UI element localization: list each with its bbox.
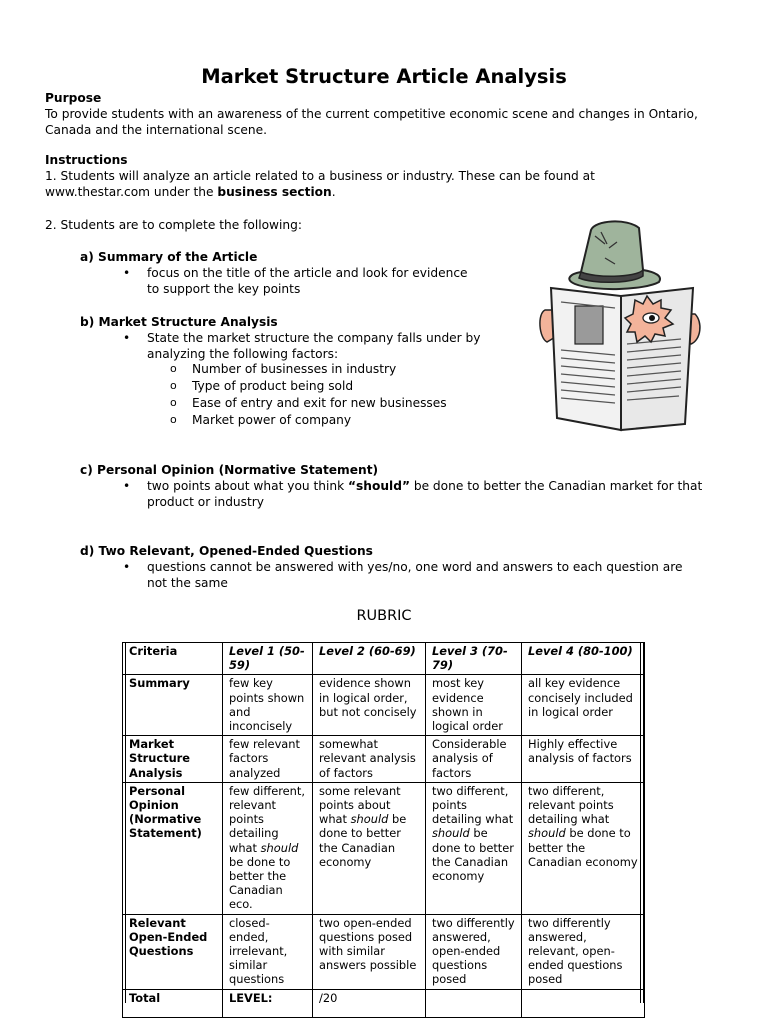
level-1-cell xyxy=(223,782,313,914)
instruction-step1-line1: 1. Students will analyze an article related to a business or industry. These can be found at xyxy=(45,169,595,183)
section-c-heading: c) Personal Opinion (Normative Statement) xyxy=(80,463,379,477)
level-2-cell: /20 xyxy=(313,989,426,1017)
table-row xyxy=(123,914,645,989)
criteria-cell: Personal Opinion (Normative Statement) xyxy=(123,782,223,914)
section-b-bullet-line1: State the market structure the company falls under by xyxy=(147,331,481,345)
cell-text: be done to better the Canadian economy xyxy=(319,812,407,869)
bullet-mark: • xyxy=(123,479,131,493)
level-4-cell xyxy=(522,782,645,914)
factor-text: Ease of entry and exit for new businesses xyxy=(192,396,447,410)
level-2-cell xyxy=(313,782,426,914)
sub-bullet-mark: o xyxy=(170,362,177,375)
factor-item xyxy=(170,378,354,394)
section-d-bullet-line2: not the same xyxy=(147,576,228,590)
section-a-bullet-line1: focus on the title of the article and look for evidence xyxy=(147,266,468,280)
level-4-cell: all key evidence concisely included in logical order xyxy=(522,675,645,736)
header-level-2: Level 2 (60-69) xyxy=(313,643,426,675)
instructions-heading: Instructions xyxy=(45,153,128,167)
cell-text: some relevant points about what xyxy=(319,783,401,827)
section-a-heading: a) Summary of the Article xyxy=(80,250,258,264)
criteria-cell: Summary xyxy=(123,675,223,736)
level-4-cell xyxy=(522,989,645,1017)
level-2-cell: evidence shown in logical order, but not concisely xyxy=(313,675,426,736)
should-italic: should xyxy=(260,840,299,855)
section-c-bullet xyxy=(123,478,703,510)
factor-text: Market power of company xyxy=(192,413,352,427)
level-3-cell: Considerable analysis of factors xyxy=(426,736,522,783)
section-b-bullet-line2: analyzing the following factors: xyxy=(147,347,339,361)
factor-text: Number of businesses in industry xyxy=(192,362,397,376)
rubric-header-row xyxy=(123,643,645,675)
factor-item xyxy=(170,395,447,411)
should-emphasis: “should” xyxy=(348,479,410,493)
section-b-bullet xyxy=(123,330,481,362)
factor-item xyxy=(170,412,352,428)
step1-suffix: . xyxy=(331,185,336,199)
section-a-bullet-line2: to support the key points xyxy=(147,282,301,296)
factor-text: Type of product being sold xyxy=(192,379,354,393)
cell-text: few different, relevant points detailing what xyxy=(229,783,305,855)
bullet-mark: • xyxy=(123,560,131,574)
purpose-heading: Purpose xyxy=(45,91,102,105)
purpose-text-line2: Canada and the international scene. xyxy=(45,123,268,137)
section-b-heading: b) Market Structure Analysis xyxy=(80,315,278,329)
newspaper-reader-illustration xyxy=(535,218,705,436)
cell-text: be done to better the Canadian eco. xyxy=(229,854,291,912)
table-row xyxy=(123,989,645,1017)
level-4-cell: two differently answered, relevant, open-ended questions posed xyxy=(522,914,645,989)
document-title: Market Structure Article Analysis xyxy=(201,65,567,88)
step1-prefix: www.thestar.com under the xyxy=(45,185,218,199)
table-row xyxy=(123,736,645,783)
criteria-cell: Market Structure Analysis xyxy=(123,736,223,783)
table-row xyxy=(123,782,645,914)
section-c-suffix: be done to better the Canadian market for that xyxy=(409,479,703,493)
sub-bullet-mark: o xyxy=(170,379,177,392)
level-1-cell: closed-ended, irrelevant, similar questions xyxy=(223,914,313,989)
level-3-cell xyxy=(426,989,522,1017)
header-level-3: Level 3 (70-79) xyxy=(426,643,522,675)
section-d-bullet-line1: questions cannot be answered with yes/no, one word and answers to each question are xyxy=(147,560,683,574)
criteria-cell: Relevant Open-Ended Questions xyxy=(123,914,223,989)
header-level-1: Level 1 (50-59) xyxy=(223,643,313,675)
section-c-bullet-line1 xyxy=(147,478,702,494)
table-row xyxy=(123,675,645,736)
level-3-cell: most key evidence shown in logical order xyxy=(426,675,522,736)
cell-text: be done to better the Canadian economy xyxy=(528,826,638,869)
level-3-cell: two differently answered, open-ended questions posed xyxy=(426,914,522,989)
should-italic: should xyxy=(432,826,470,841)
level-1-cell: LEVEL: xyxy=(223,989,313,1017)
purpose-text-line1: To provide students with an awareness of the current competitive economic scene and changes in Ontario, xyxy=(45,107,698,121)
bullet-mark: • xyxy=(123,266,131,280)
cell-text: be done to better the Canadian economy xyxy=(432,826,514,884)
header-level-4: Level 4 (80-100) xyxy=(522,643,645,675)
bullet-mark: • xyxy=(123,331,131,345)
cell-text: two different, points detailing what xyxy=(432,783,514,827)
should-italic: should xyxy=(350,812,389,827)
rubric-table xyxy=(122,642,645,1018)
level-1-cell: few key points shown and inconcisely xyxy=(223,675,313,736)
level-4-cell: Highly effective analysis of factors xyxy=(522,736,645,783)
sub-bullet-mark: o xyxy=(170,396,177,409)
section-c-bullet-line2: product or industry xyxy=(147,495,265,509)
level-1-cell: few relevant factors analyzed xyxy=(223,736,313,783)
section-c-prefix: two points about what you think xyxy=(147,479,349,493)
section-d-bullet xyxy=(123,559,683,591)
level-3-cell xyxy=(426,782,522,914)
criteria-cell: Total xyxy=(123,989,223,1017)
instruction-step2: 2. Students are to complete the following: xyxy=(45,218,302,232)
header-criteria: Criteria xyxy=(123,643,223,675)
should-italic: should xyxy=(528,826,566,841)
rubric-title: RUBRIC xyxy=(356,608,412,624)
level-2-cell: two open-ended questions posed with similar answers possible xyxy=(313,914,426,989)
section-d-heading: d) Two Relevant, Opened-Ended Questions xyxy=(80,544,373,558)
sub-bullet-mark: o xyxy=(170,413,177,426)
instruction-step1-line2 xyxy=(45,184,336,200)
level-2-cell: somewhat relevant analysis of factors xyxy=(313,736,426,783)
section-a-bullet xyxy=(123,265,468,297)
cell-text: two different, relevant points detailing what xyxy=(528,783,614,827)
business-section-text: business section xyxy=(217,185,332,199)
factor-item xyxy=(170,361,397,377)
